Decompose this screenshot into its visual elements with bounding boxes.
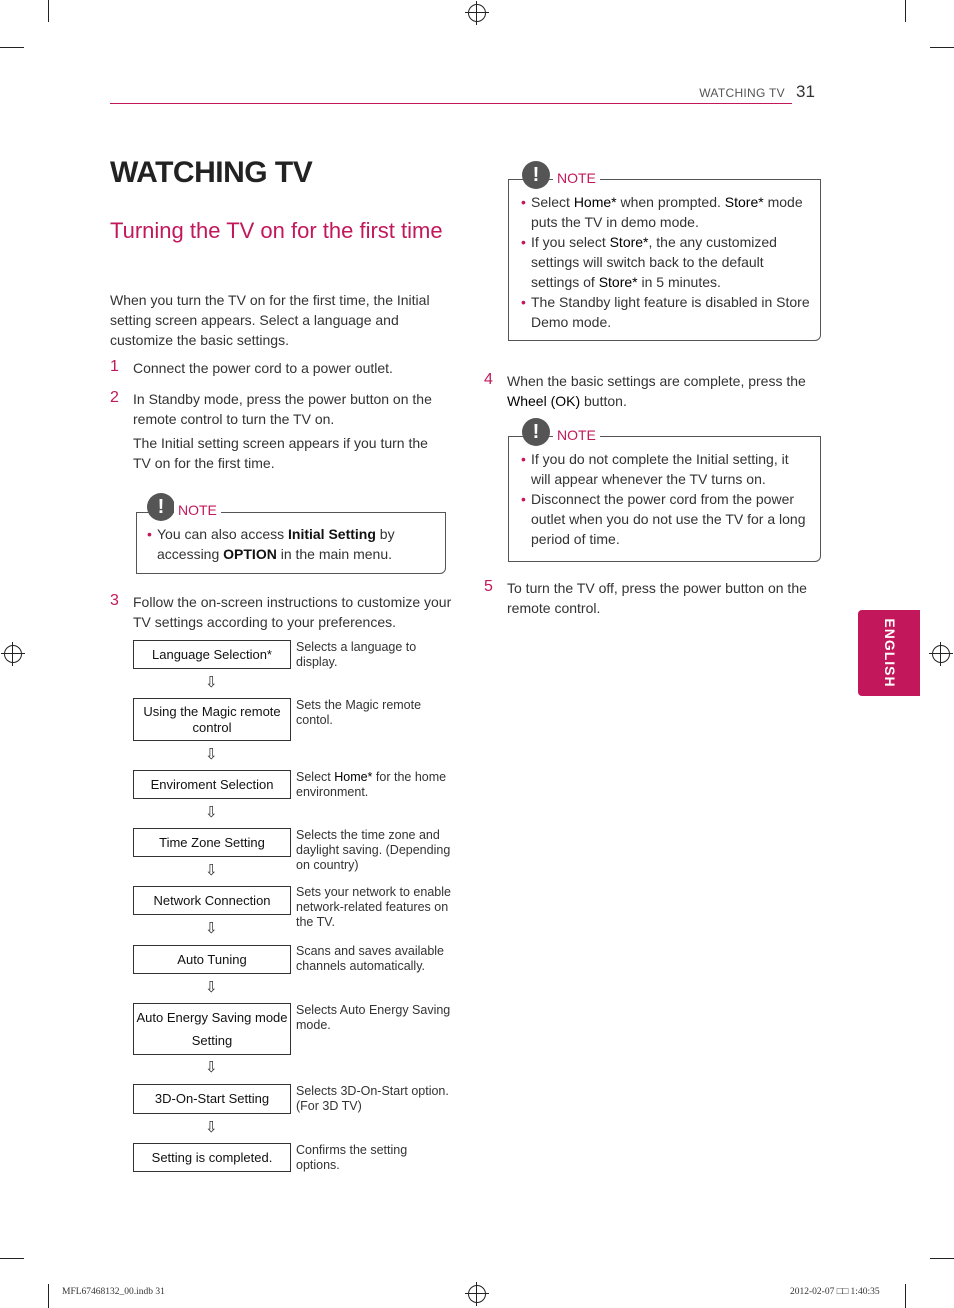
- crop-mark: [0, 47, 24, 48]
- crop-mark: [930, 47, 954, 48]
- down-arrow-icon: ⇩: [205, 1119, 218, 1136]
- step-text: To turn the TV off, press the power button on the remote control.: [507, 580, 807, 616]
- section-heading: Turning the TV on for the first time: [110, 218, 443, 243]
- header-rule: [110, 103, 792, 104]
- crop-mark: [0, 1258, 24, 1259]
- registration-mark-icon: [468, 1285, 486, 1303]
- page-number: 31: [796, 82, 815, 101]
- note-item: • Disconnect the power cord from the power outlet when you do not use the TV for a long period of time.: [521, 489, 811, 549]
- print-footer-left: MFL67468132_00.indb 31: [62, 1287, 165, 1297]
- flow-step-box: Enviroment Selection: [133, 770, 291, 799]
- flow-step-desc: Scans and saves available channels automatically.: [296, 944, 445, 973]
- flow-step-desc: Selects the time zone and daylight saving. (Depending on country): [296, 828, 451, 872]
- note-item: • If you select Store*, the any customized settings will switch back to the default settings of Store* in 5 minutes.: [521, 232, 811, 292]
- flow-step-box: Network Connection: [133, 886, 291, 915]
- running-header: WATCHING TV: [699, 86, 785, 100]
- intro-paragraph: When you turn the TV on for the first time, the Initial setting screen appears. Select a language and customize the basic settings.: [110, 292, 430, 348]
- crop-mark: [48, 0, 49, 22]
- flow-step-box: Using the Magic remote control: [133, 698, 291, 741]
- note-label: NOTE: [553, 170, 600, 186]
- flow-step-desc: Selects 3D-On-Start option. (For 3D TV): [296, 1084, 449, 1113]
- crop-mark: [48, 1284, 49, 1308]
- flow-step-box: Time Zone Setting: [133, 828, 291, 857]
- flow-step-box: Auto Tuning: [133, 945, 291, 974]
- step-text: Follow the on-screen instructions to customize your TV settings according to your preferences.: [133, 594, 452, 630]
- step-subtext: The Initial setting screen appears if you turn the TV on for the first time.: [133, 435, 428, 471]
- exclamation-icon: !: [147, 493, 175, 521]
- note-list: [147, 524, 437, 564]
- registration-mark-icon: [4, 645, 22, 663]
- crop-mark: [905, 0, 906, 22]
- step-number: 1: [110, 358, 119, 375]
- step-number: 4: [484, 371, 493, 388]
- flow-step-box: 3D-On-Start Setting: [133, 1084, 291, 1114]
- step-number: 5: [484, 578, 493, 595]
- flow-step-box: Language Selection*: [133, 640, 291, 669]
- note-list: [521, 449, 811, 549]
- exclamation-icon: !: [522, 161, 550, 189]
- note-item: • The Standby light feature is disabled in Store Demo mode.: [521, 292, 811, 332]
- down-arrow-icon: ⇩: [205, 746, 218, 763]
- down-arrow-icon: ⇩: [205, 979, 218, 996]
- crop-mark: [930, 1258, 954, 1259]
- crop-mark: [905, 1284, 906, 1308]
- note-label: NOTE: [553, 427, 600, 443]
- flow-step-desc: Selects Auto Energy Saving mode.: [296, 1003, 451, 1032]
- down-arrow-icon: ⇩: [205, 804, 218, 821]
- step-number: 2: [110, 389, 119, 406]
- down-arrow-icon: ⇩: [205, 920, 218, 937]
- page-title: WATCHING TV: [110, 156, 313, 189]
- note-list: [521, 192, 811, 332]
- step-text: In Standby mode, press the power button on the remote control to turn the TV on.: [133, 391, 432, 427]
- flow-step-desc: Select Home* for the home environment.: [296, 770, 447, 799]
- down-arrow-icon: ⇩: [205, 674, 218, 691]
- down-arrow-icon: ⇩: [205, 1059, 218, 1076]
- flow-step-desc: Sets your network to enable network-related features on the TV.: [296, 885, 451, 929]
- note-item: • If you do not complete the Initial setting, it will appear whenever the TV turns on.: [521, 449, 811, 489]
- note-item: • Select Home* when prompted. Store* mode puts the TV in demo mode.: [521, 192, 811, 232]
- step-text: Connect the power cord to a power outlet.: [133, 360, 393, 376]
- language-tab: [858, 610, 920, 696]
- flow-step-desc: Confirms the setting options.: [296, 1143, 408, 1172]
- note-label: NOTE: [174, 502, 221, 518]
- flow-step-desc: Sets the Magic remote contol.: [296, 698, 422, 727]
- registration-mark-icon: [932, 645, 950, 663]
- down-arrow-icon: ⇩: [205, 862, 218, 879]
- step-text: When the basic settings are complete, press the Wheel (OK) button.: [507, 373, 806, 409]
- registration-mark-icon: [468, 4, 486, 22]
- flow-step-desc: Selects a language to display.: [296, 640, 417, 669]
- note-item: • You can also access Initial Setting by accessing OPTION in the main menu.: [147, 524, 437, 564]
- exclamation-icon: !: [522, 418, 550, 446]
- print-footer-right: 2012-02-07 □□ 1:40:35: [790, 1287, 880, 1297]
- step-number: 3: [110, 592, 119, 609]
- flow-step-box: Setting is completed.: [133, 1143, 291, 1172]
- language-tab-label: ENGLISH: [882, 618, 898, 688]
- flow-step-box: Auto Energy Saving mode Setting: [133, 1003, 291, 1055]
